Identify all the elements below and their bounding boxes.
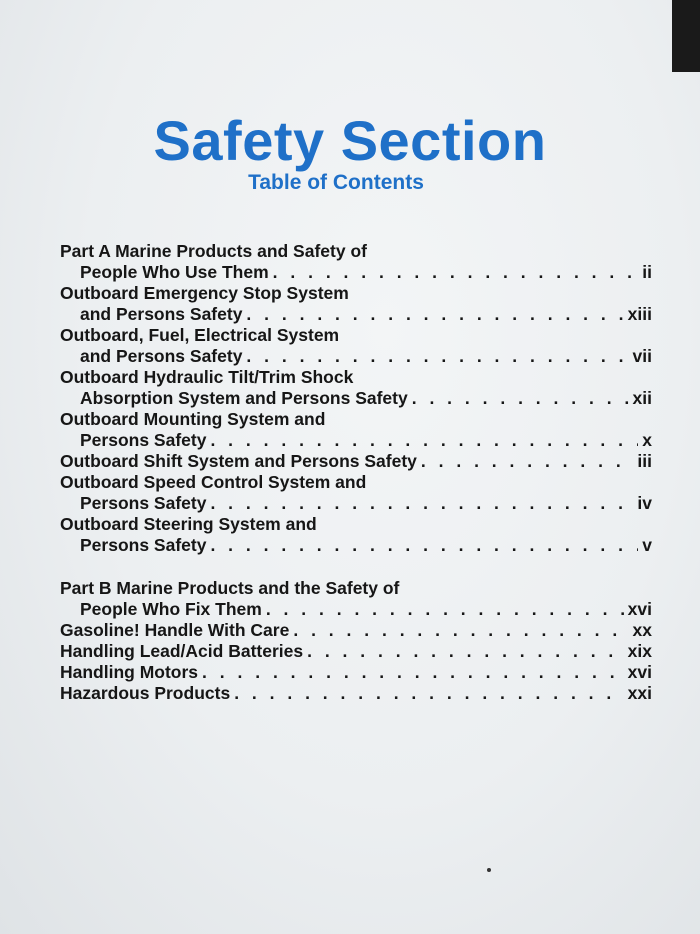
leader-dots bbox=[246, 304, 623, 325]
toc-page-number: iv bbox=[637, 493, 652, 513]
leader-dots bbox=[273, 262, 639, 283]
toc-entry-title: Outboard Steering System and bbox=[60, 514, 317, 534]
toc-entry-title: Outboard Mounting System and bbox=[60, 409, 326, 429]
toc-entry[interactable] bbox=[60, 283, 652, 325]
toc-entry-title-cont: People Who Use Them bbox=[80, 262, 269, 282]
toc-entry[interactable] bbox=[60, 325, 652, 367]
page-corner-tab bbox=[672, 0, 700, 72]
page-title: Safety Section bbox=[153, 108, 547, 172]
toc-entry[interactable] bbox=[60, 620, 652, 641]
toc-entry[interactable] bbox=[60, 367, 652, 409]
toc-entry[interactable] bbox=[60, 641, 652, 662]
leader-dots bbox=[307, 641, 624, 662]
toc-entry-title: Outboard Emergency Stop System bbox=[60, 283, 349, 303]
toc-entry[interactable] bbox=[60, 578, 652, 620]
toc-entry[interactable] bbox=[60, 409, 652, 451]
leader-dots bbox=[246, 346, 628, 367]
toc-page-number: vii bbox=[632, 346, 652, 366]
toc-page-number: x bbox=[642, 430, 652, 450]
leader-dots bbox=[210, 535, 638, 556]
leader-dots bbox=[210, 493, 633, 514]
toc-entry-title-cont: Persons Safety bbox=[80, 535, 207, 555]
leader-dots bbox=[266, 599, 624, 620]
toc-entry-title: Outboard, Fuel, Electrical System bbox=[60, 325, 340, 345]
toc-page-number: xii bbox=[632, 388, 652, 408]
leader-dots bbox=[421, 451, 634, 472]
toc-page-number: xiii bbox=[627, 304, 652, 324]
page-speck bbox=[487, 868, 491, 872]
toc-page-number: xvi bbox=[627, 599, 652, 619]
leader-dots bbox=[210, 430, 638, 451]
toc-entry-title-cont: People Who Fix Them bbox=[80, 599, 262, 619]
toc-entry[interactable] bbox=[60, 514, 652, 556]
leader-dots bbox=[202, 662, 624, 683]
toc-page-number: xvi bbox=[627, 662, 652, 682]
toc-entry[interactable] bbox=[60, 683, 652, 704]
toc-entry-title: Outboard Shift System and Persons Safety bbox=[60, 451, 417, 471]
toc-entry-title-cont: and Persons Safety bbox=[80, 304, 243, 324]
toc-entry-title: Part B Marine Products and the Safety of bbox=[60, 578, 400, 598]
toc-heading: Table of Contents bbox=[248, 171, 424, 194]
toc-entry[interactable] bbox=[60, 241, 652, 283]
toc-entry-title: Part A Marine Products and Safety of bbox=[60, 241, 367, 261]
toc-page-number: ii bbox=[642, 262, 652, 282]
leader-dots bbox=[234, 683, 623, 704]
toc-entry-title-cont: and Persons Safety bbox=[80, 346, 243, 366]
leader-dots bbox=[293, 620, 628, 641]
toc-entry-title-cont: Persons Safety bbox=[80, 493, 207, 513]
toc-page-number: iii bbox=[637, 451, 652, 471]
toc-entry-title: Gasoline! Handle With Care bbox=[60, 620, 290, 640]
leader-dots bbox=[412, 388, 629, 409]
toc-entry-title: Hazardous Products bbox=[60, 683, 231, 703]
toc-entry-title: Handling Lead/Acid Batteries bbox=[60, 641, 304, 661]
toc-entry-title-cont: Absorption System and Persons Safety bbox=[80, 388, 408, 408]
toc-entry[interactable] bbox=[60, 662, 652, 683]
toc-page-number: xx bbox=[632, 620, 652, 640]
toc-part-a bbox=[60, 241, 652, 556]
toc-page-number: xix bbox=[627, 641, 652, 661]
toc-entry[interactable] bbox=[60, 472, 652, 514]
toc-part-b bbox=[60, 578, 652, 704]
toc-entry-title: Outboard Speed Control System and bbox=[60, 472, 367, 492]
toc-entry-title-cont: Persons Safety bbox=[80, 430, 207, 450]
toc-entry[interactable] bbox=[60, 451, 652, 472]
toc-page-number: v bbox=[642, 535, 652, 555]
toc-page-number: xxi bbox=[627, 683, 652, 703]
toc-entry-title: Handling Motors bbox=[60, 662, 199, 682]
toc-entry-title: Outboard Hydraulic Tilt/Trim Shock bbox=[60, 367, 354, 387]
